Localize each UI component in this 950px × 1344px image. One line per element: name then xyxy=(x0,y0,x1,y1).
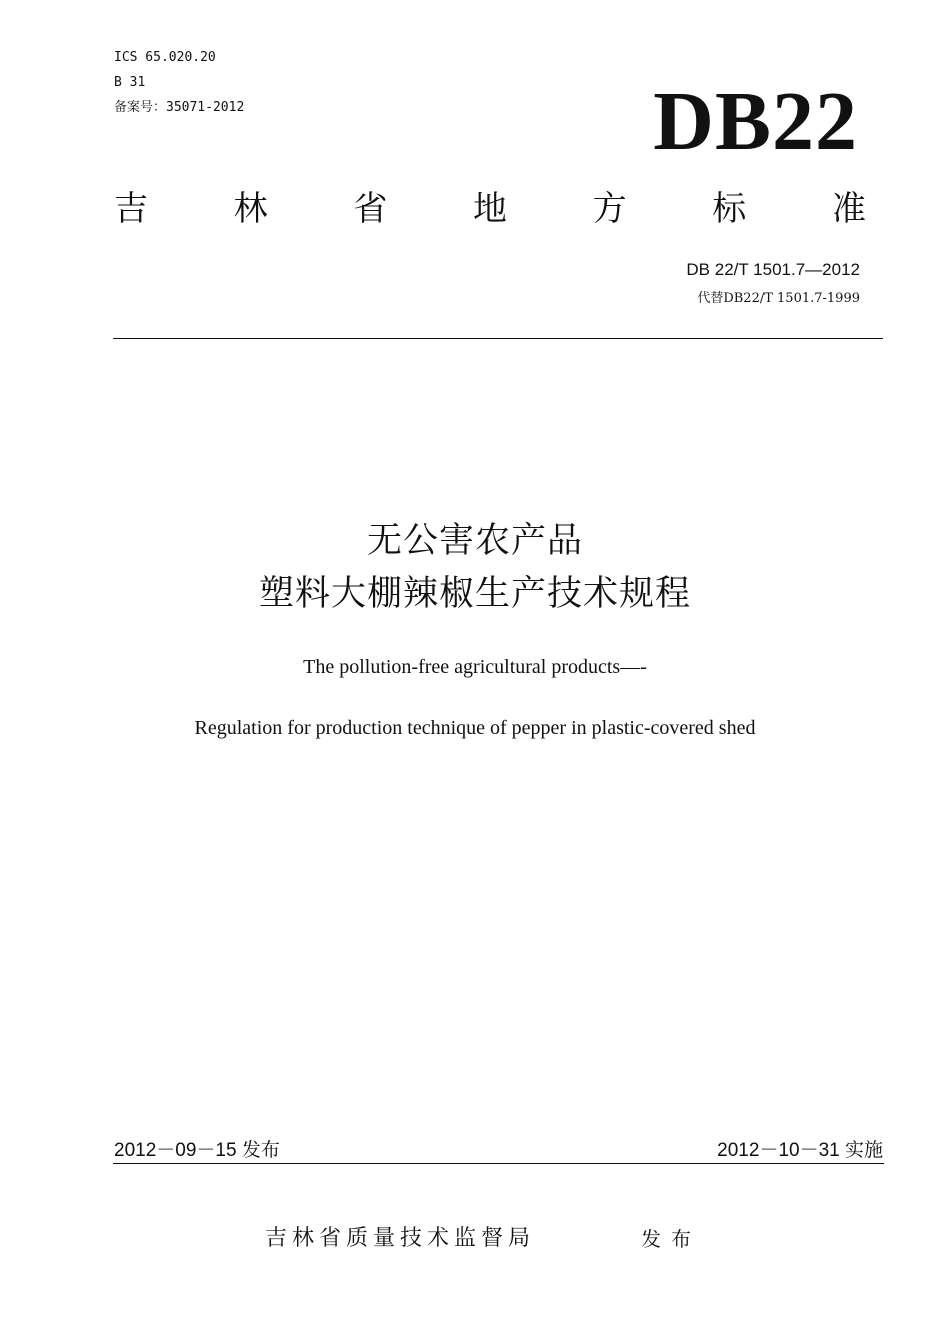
standard-type-char: 省 xyxy=(353,189,388,229)
standard-type-char: 林 xyxy=(233,189,268,229)
standard-type-char: 方 xyxy=(592,189,627,229)
standard-type-char: 地 xyxy=(472,189,507,229)
issue-date: 2012－09－15 发布 xyxy=(114,1140,280,1161)
footer-divider xyxy=(113,1163,884,1164)
standard-logo: DB22 xyxy=(653,75,858,168)
standard-type-char: 标 xyxy=(712,189,747,229)
standard-type-char: 准 xyxy=(831,189,866,229)
header-divider xyxy=(113,338,883,339)
standard-number: DB 22/T 1501.7—2012 xyxy=(686,260,860,279)
standard-type-heading xyxy=(114,184,866,234)
issuer-name: 吉林省质量技术监督局 xyxy=(265,1226,536,1251)
implementation-date: 2012－10－31 实施 xyxy=(717,1140,883,1161)
ics-code: ICS 65.020.20 xyxy=(114,50,216,65)
record-number: 备案号：35071-2012 xyxy=(114,100,245,115)
title-en-line2: Regulation for production technique of pepper in plastic-covered shed xyxy=(194,717,756,739)
title-cn-line1: 无公害农产品 xyxy=(366,521,583,561)
replaces-standard: 代替DB22/T 1501.7-1999 xyxy=(697,291,860,306)
title-cn-line2: 塑料大棚辣椒生产技术规程 xyxy=(258,574,691,614)
issuer-action: 发布 xyxy=(641,1227,701,1251)
title-en-line1: The pollution-free agricultural products—- xyxy=(303,656,647,678)
classification-code: B 31 xyxy=(114,75,146,90)
standard-type-char: 吉 xyxy=(114,189,148,229)
